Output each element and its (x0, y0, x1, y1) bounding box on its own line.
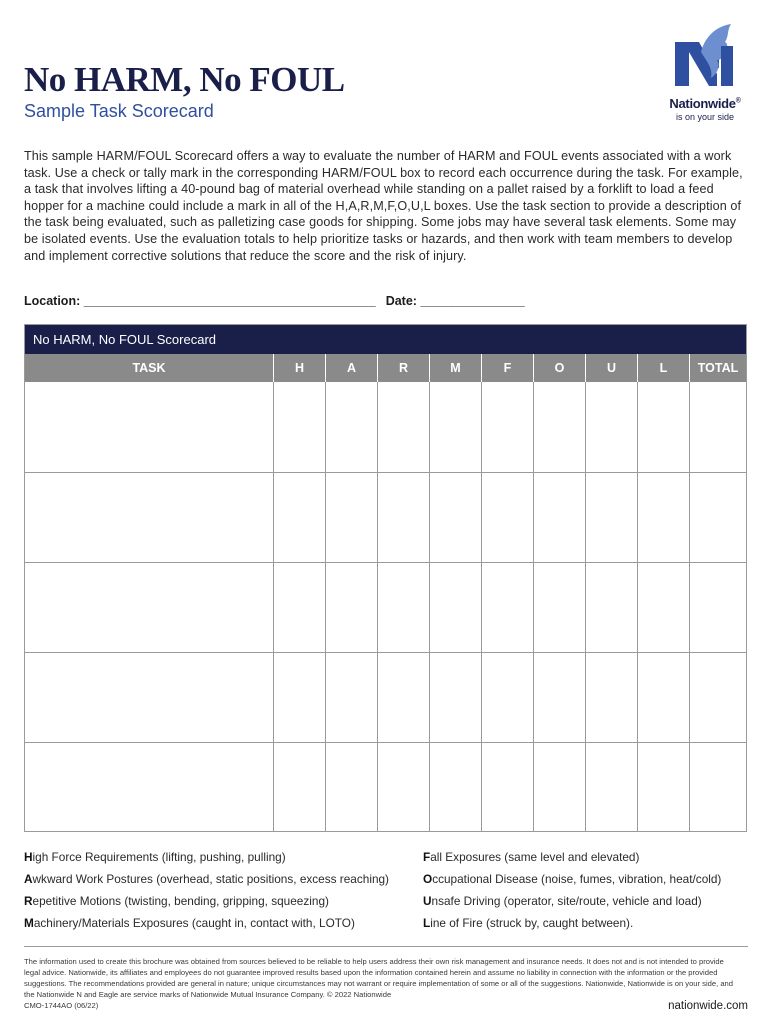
column-header-r: R (378, 354, 430, 382)
date-label: Date: (385, 294, 421, 308)
footer-disclaimer (24, 956, 736, 1011)
location-date-row (24, 294, 525, 308)
disclaimer-text: The information used to create this brochure was obtained from sources believed to be reliable to help users address their own risk management and insurance needs. It does not and is not intended to provide legal advice. Nationwide, its affiliates and employees do not guarantee improved results based upon the information contained herein and assume no liability in connection with the information or the provided suggestions. The recommendations provided are general in nature; unique circumstances may not warrant or require implementation of some or all of the suggestions. Nationwide, Nationwide is on your side, and the Nationwide N and Eagle are service marks of Nationwide Mutual Insurance Company. © 2022 Nationwide (24, 957, 733, 999)
scorecard-table (24, 324, 747, 832)
cell-l[interactable] (638, 653, 690, 742)
cell-l[interactable] (638, 743, 690, 832)
column-header-task: TASK (25, 354, 274, 382)
footer-divider (24, 946, 748, 947)
legend-item-o: Occupational Disease (noise, fumes, vibration, heat/cold) (423, 872, 722, 886)
legend-item-m: Machinery/Materials Exposures (caught in, contact with, LOTO) (24, 916, 355, 930)
cell-total[interactable] (690, 653, 746, 742)
brand-name: Nationwide® (669, 96, 741, 111)
cell-m[interactable] (430, 743, 482, 832)
cell-m[interactable] (430, 473, 482, 562)
cell-o[interactable] (534, 473, 586, 562)
cell-a[interactable] (326, 382, 378, 472)
column-header-total: TOTAL (697, 361, 739, 375)
legend-item-a: Awkward Work Postures (overhead, static positions, excess reaching) (24, 872, 389, 886)
nationwide-logo (655, 22, 755, 126)
cell-u[interactable] (586, 743, 638, 832)
page-subtitle: Sample Task Scorecard (24, 101, 214, 121)
cell-total[interactable] (690, 743, 746, 832)
date-field[interactable]: _______________ (420, 294, 525, 308)
legend-item-r: Repetitive Motions (twisting, bending, gripping, squeezing) (24, 894, 329, 908)
column-header-h: H (274, 354, 326, 382)
column-header-o: O (534, 354, 586, 382)
cell-f[interactable] (482, 382, 534, 472)
cell-a[interactable] (326, 563, 378, 652)
cell-h[interactable] (274, 563, 326, 652)
cell-task[interactable] (25, 473, 274, 562)
cell-total[interactable] (690, 382, 746, 472)
cell-h[interactable] (274, 473, 326, 562)
scorecard-row (25, 472, 746, 562)
scorecard-title: No HARM, No FOUL Scorecard (25, 325, 746, 354)
cell-r[interactable] (378, 743, 430, 832)
cell-task[interactable] (25, 743, 274, 832)
cell-u[interactable] (586, 473, 638, 562)
cell-task[interactable] (25, 653, 274, 742)
legend-item-f: Fall Exposures (same level and elevated) (423, 850, 640, 864)
page-title: No HARM, No FOUL (24, 60, 345, 99)
document-code: CMO-1744AO (06/22) (24, 1001, 99, 1010)
cell-o[interactable] (534, 743, 586, 832)
cell-a[interactable] (326, 473, 378, 562)
legend-item-h: High Force Requirements (lifting, pushing, pulling) (24, 850, 286, 864)
cell-l[interactable] (638, 563, 690, 652)
nationwide-eagle-n-icon (671, 22, 739, 88)
cell-h[interactable] (274, 653, 326, 742)
cell-a[interactable] (326, 743, 378, 832)
scorecard-row (25, 562, 746, 652)
cell-f[interactable] (482, 473, 534, 562)
column-header-u: U (586, 354, 638, 382)
brand-tagline: is on your side (675, 112, 735, 122)
legend-item-l: Line of Fire (struck by, caught between). (423, 916, 634, 930)
cell-f[interactable] (482, 563, 534, 652)
cell-l[interactable] (638, 382, 690, 472)
cell-m[interactable] (430, 653, 482, 742)
cell-o[interactable] (534, 653, 586, 742)
location-field[interactable]: __________________________________________ (83, 294, 376, 308)
cell-r[interactable] (378, 382, 430, 472)
legend-item-u: Unsafe Driving (operator, site/route, vehicle and load) (423, 894, 702, 908)
cell-u[interactable] (586, 382, 638, 472)
cell-r[interactable] (378, 653, 430, 742)
cell-h[interactable] (274, 382, 326, 472)
cell-f[interactable] (482, 653, 534, 742)
website-link[interactable]: nationwide.com (668, 1000, 748, 1012)
cell-f[interactable] (482, 743, 534, 832)
cell-r[interactable] (378, 563, 430, 652)
column-header-f: F (482, 354, 534, 382)
cell-o[interactable] (534, 382, 586, 472)
cell-o[interactable] (534, 563, 586, 652)
location-label: Location: (24, 294, 84, 308)
scorecard-row (25, 742, 746, 832)
column-header-a: A (326, 354, 378, 382)
column-header-row (25, 354, 746, 382)
cell-r[interactable] (378, 473, 430, 562)
column-header-m: M (430, 354, 482, 382)
intro-paragraph: This sample HARM/FOUL Scorecard offers a way to evaluate the number of HARM and FOUL events associated with a work task. Use a check or tally mark in the corresponding HARM/FOUL box to record each occurrence during the task. For example, a task that involves lifting a 40-pound bag of material overhead while standing on a pallet raised by a forklift to load a feed hopper for a machine could include a mark in all of the H,A,R,M,F,O,U,L boxes. Use the task section to provide a description of the task being evaluated, such as palletizing case goods for shipping. Some jobs may have several task elements. Some may be isolated events. Use the evaluation totals to help prioritize tasks or hazards, and then work with team members to develop and implement corrective solutions that reduce the score and the risk of injury. (24, 149, 743, 263)
cell-m[interactable] (430, 382, 482, 472)
cell-u[interactable] (586, 653, 638, 742)
cell-h[interactable] (274, 743, 326, 832)
cell-a[interactable] (326, 653, 378, 742)
scorecard-row (25, 382, 746, 472)
column-header-l: L (638, 354, 690, 382)
cell-u[interactable] (586, 563, 638, 652)
cell-task[interactable] (25, 382, 274, 472)
cell-m[interactable] (430, 563, 482, 652)
cell-total[interactable] (690, 473, 746, 562)
cell-total[interactable] (690, 563, 746, 652)
cell-l[interactable] (638, 473, 690, 562)
cell-task[interactable] (25, 563, 274, 652)
scorecard-row (25, 652, 746, 742)
